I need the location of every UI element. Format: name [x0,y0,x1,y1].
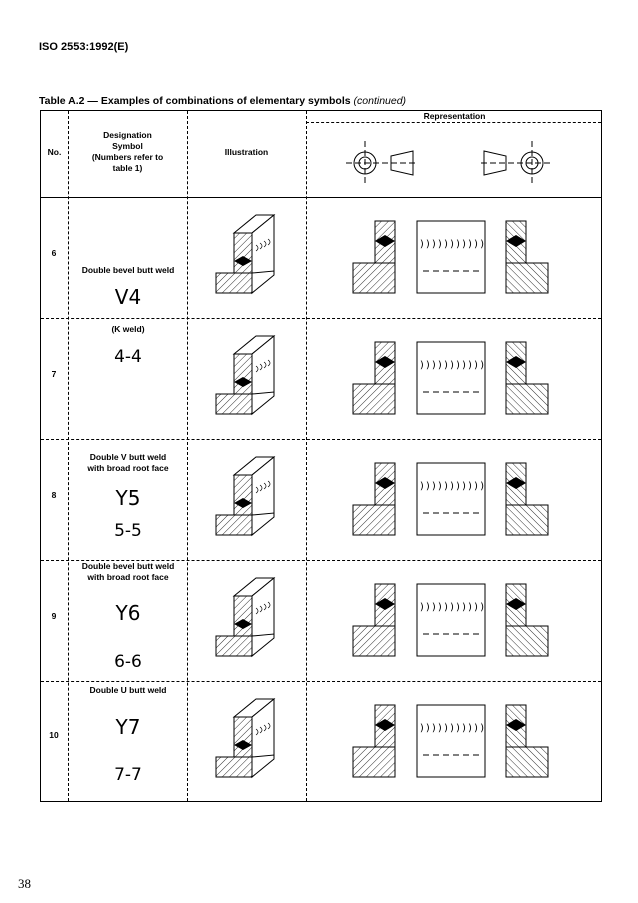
header-designation-line: Symbol [112,141,143,151]
row-8-drawings [216,457,548,535]
weld-note: (K weld) [111,324,145,334]
weld-symbol-dimension: 5-5 [114,521,142,541]
row-number: 6 [51,248,57,258]
weld-label: Double U butt weld [89,685,167,695]
weld-symbol-dimension: 6-6 [114,652,142,672]
weld-label-line: Double bevel butt weld [81,561,175,571]
row-10-drawings [216,699,548,777]
weld-label: Double bevel butt weld [81,265,175,275]
weld-symbol: Y5 [115,486,141,510]
header-representation: Representation [423,111,486,121]
row-number: 7 [51,369,57,379]
weld-drawings: ))))))))))) [0,0,638,903]
caption-suffix: (continued) [353,95,407,107]
weld-symbol-dimension: 4-4 [114,347,142,367]
weld-symbol: Y6 [115,601,141,625]
header-designation-line: table 1) [112,163,143,173]
weld-label-line: with broad root face [87,463,169,473]
header-designation-line: Designation [103,130,152,140]
header-illustration: Illustration [224,147,269,157]
weld-symbol-dimension: 7-7 [114,765,142,785]
row-number: 9 [51,611,57,621]
caption-title: Table A.2 — Examples of combinations of elementary symbols [39,95,351,107]
weld-symbol: Y7 [115,715,141,739]
document-header: ISO 2553:1992(E) [39,41,129,53]
row-7-drawings [216,336,548,414]
weld-label-line: Double V butt weld [89,452,167,462]
weld-label-line: with broad root face [87,572,169,582]
row-9-drawings [216,578,548,656]
row-number: 10 [49,730,59,740]
page-number: 38 [18,876,31,891]
header-designation-line: (Numbers refer to [91,152,164,162]
weld-symbol: V4 [114,285,142,309]
row-number: 8 [51,490,57,500]
row-6-drawings [216,215,548,293]
header-no: No. [47,147,62,157]
